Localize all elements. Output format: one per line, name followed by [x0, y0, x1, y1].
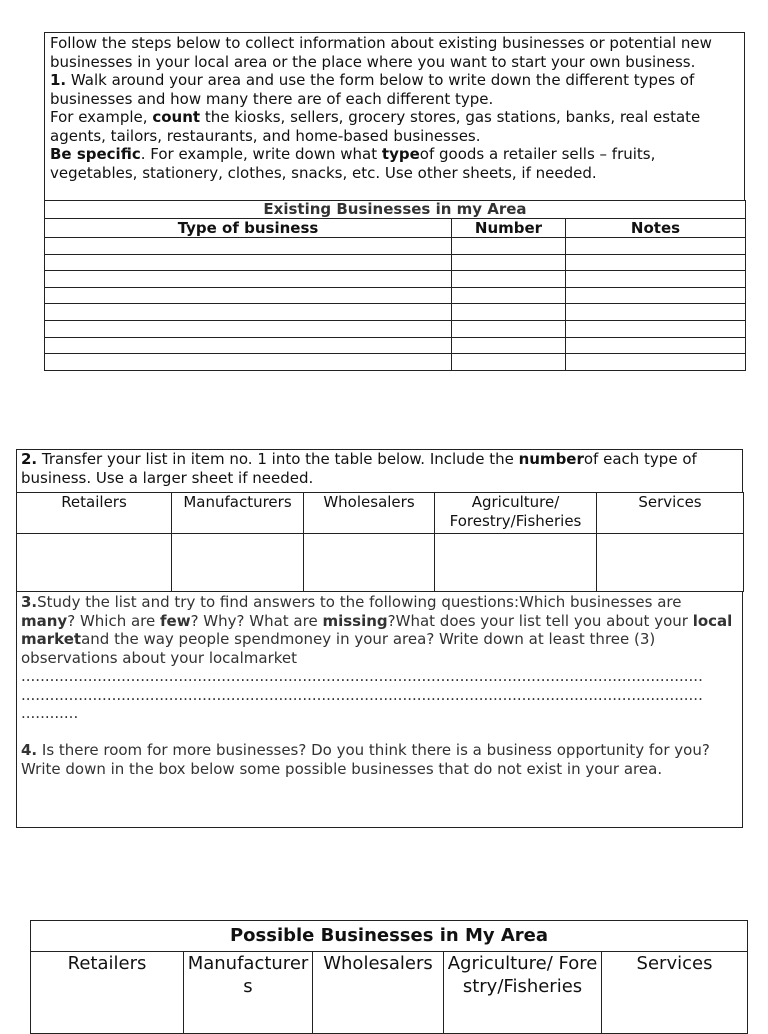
col-manufacturers: Manufacturers	[172, 493, 304, 534]
col-retailers: Retailers	[17, 493, 172, 534]
category-table	[16, 492, 744, 592]
cell-notes[interactable]	[566, 354, 746, 371]
cell-notes[interactable]	[566, 320, 746, 337]
step-2-bold: number	[518, 450, 584, 468]
example-pre: For example,	[50, 108, 153, 126]
q3-part-d: ?What does your list tell you about your	[387, 611, 693, 630]
specific-post: of goods a retailer sells – fruits, vegetables, stationery, clothes, snacks, etc. Use other sheets, if needed.	[50, 145, 656, 182]
col-wholesalers: Wholesalers	[313, 952, 444, 1034]
specific-type: type	[381, 145, 420, 163]
transfer-list-section	[16, 449, 743, 828]
table-row	[45, 254, 746, 271]
q3-few: few	[160, 611, 191, 630]
existing-businesses-table	[44, 200, 746, 371]
cell-type[interactable]	[45, 254, 452, 271]
col-services: Services	[602, 952, 748, 1034]
col-number: Number	[452, 219, 566, 238]
cell-type[interactable]	[45, 337, 452, 354]
table-row	[45, 354, 746, 371]
cell-notes[interactable]	[566, 238, 746, 255]
possible-businesses-table	[30, 920, 748, 1034]
q3-number: 3.	[21, 593, 38, 611]
cell-notes[interactable]	[566, 287, 746, 304]
question-3-text	[21, 593, 738, 667]
cell-number[interactable]	[452, 304, 566, 321]
questions-box	[16, 592, 743, 828]
example-text	[50, 108, 740, 145]
col-agriculture: Agriculture/ Forestry/Fisheries	[444, 952, 602, 1034]
cell-number[interactable]	[452, 337, 566, 354]
table-row	[17, 534, 744, 592]
cell-notes[interactable]	[566, 304, 746, 321]
specific-text	[50, 145, 740, 182]
cell-type[interactable]	[45, 304, 452, 321]
step-1-number: 1.	[50, 71, 67, 89]
cell-number[interactable]	[452, 320, 566, 337]
q3-local-market: local market	[21, 611, 733, 648]
step-2-pre: Transfer your list in item no. 1 into the table below. Include the	[37, 450, 519, 468]
spacer	[21, 723, 738, 742]
cell-notes[interactable]	[566, 337, 746, 354]
col-wholesalers: Wholesalers	[304, 493, 435, 534]
example-post: the kiosks, sellers, grocery stores, gas stations, banks, real estate agents, tailors, restaurants, and home-based businesses.	[50, 108, 701, 145]
table-row	[45, 238, 746, 255]
cell-number[interactable]	[452, 287, 566, 304]
col-agriculture: Agriculture/ Forestry/Fisheries	[435, 493, 597, 534]
cell-number[interactable]	[452, 354, 566, 371]
possible-businesses-section	[30, 920, 747, 1034]
cell-retailers[interactable]	[17, 534, 172, 592]
intro-text: Follow the steps below to collect information about existing businesses or potential new businesses in your local area or the place where you want to start your own business.	[50, 34, 712, 71]
col-notes: Notes	[566, 219, 746, 238]
cell-wholesalers[interactable]	[304, 534, 435, 592]
answer-line[interactable]: ...............................................................................................................................................	[21, 685, 703, 704]
step-2-number: 2.	[21, 450, 38, 468]
q3-part-e: and the way people spendmoney in your area? Write down at least three (3) observations about your localmarket	[21, 630, 656, 667]
step-1-text	[50, 71, 740, 108]
cell-type[interactable]	[45, 354, 452, 371]
cell-agriculture[interactable]	[435, 534, 597, 592]
q4-body: Is there room for more businesses? Do you think there is a business opportunity for you? Write down in the box below some possible businesses that do not exist in your area.	[21, 741, 710, 778]
cell-type[interactable]	[45, 320, 452, 337]
table-row	[45, 304, 746, 321]
col-type-of-business: Type of business	[45, 219, 452, 238]
answer-line[interactable]: ...............................................................................................................................................	[21, 667, 703, 685]
cell-number[interactable]	[452, 254, 566, 271]
table-row	[45, 337, 746, 354]
step-2-box	[16, 449, 743, 492]
table-row	[45, 287, 746, 304]
table-row	[45, 320, 746, 337]
cell-notes[interactable]	[566, 271, 746, 288]
question-4-text	[21, 741, 738, 778]
step-1-body: Walk around your area and use the form below to write down the different types of businesses and how many there are of each different type.	[50, 71, 695, 108]
q3-part-b: ? Which are	[67, 611, 161, 630]
cell-type[interactable]	[45, 287, 452, 304]
step-2-text	[21, 450, 738, 487]
existing-table-title: Existing Businesses in my Area	[45, 201, 746, 219]
answer-line[interactable]: ............	[21, 704, 79, 722]
q4-number: 4.	[21, 741, 38, 759]
instructions-box	[44, 32, 745, 200]
col-services: Services	[597, 493, 744, 534]
cell-services[interactable]	[597, 534, 744, 592]
q3-missing: missing	[322, 611, 388, 630]
table-row	[45, 271, 746, 288]
specific-bold: Be specific	[50, 145, 141, 163]
col-retailers: Retailers	[31, 952, 184, 1034]
cell-number[interactable]	[452, 238, 566, 255]
cell-manufacturers[interactable]	[172, 534, 304, 592]
cell-type[interactable]	[45, 238, 452, 255]
cell-number[interactable]	[452, 271, 566, 288]
existing-businesses-section	[44, 32, 745, 371]
possible-table-title: Possible Businesses in My Area	[31, 921, 748, 952]
q3-many: many	[21, 611, 68, 630]
q3-part-a: Study the list and try to find answers to the following questions:Which businesses are	[37, 593, 682, 611]
example-bold: count	[152, 108, 201, 126]
step-2-post: of each type of business. Use a larger sheet if needed.	[21, 450, 697, 487]
col-manufacturers: Manufacturers	[184, 952, 313, 1034]
cell-notes[interactable]	[566, 254, 746, 271]
cell-type[interactable]	[45, 271, 452, 288]
q3-part-c: ? Why? What are	[190, 611, 323, 630]
specific-mid: . For example, write down what	[140, 145, 382, 163]
